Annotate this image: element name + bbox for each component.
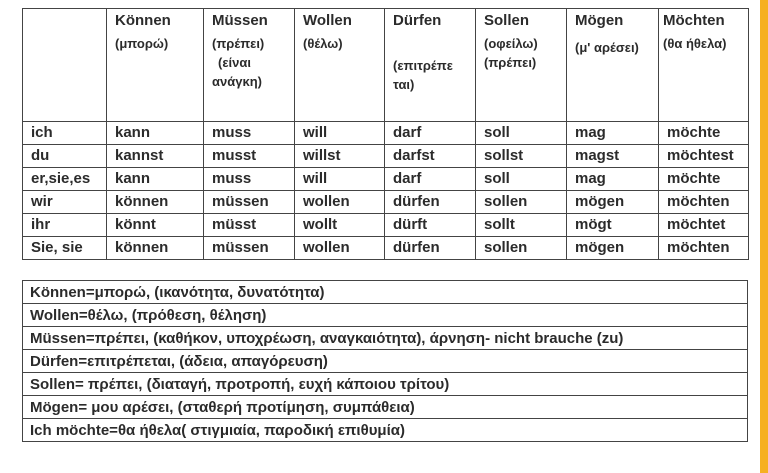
- form-cell: muss: [204, 168, 295, 191]
- form-cell: musst: [204, 145, 295, 168]
- table-row: [23, 304, 748, 327]
- form-cell: dürfen: [385, 237, 476, 260]
- table-row: [23, 168, 749, 191]
- header-cell-koennen: Können (μπορώ): [107, 9, 204, 122]
- form-cell: müssen: [204, 191, 295, 214]
- form-cell: möchte: [659, 122, 749, 145]
- header-cell-sollen: Sollen (οφείλω) (πρέπει): [476, 9, 567, 122]
- form-cell: sollt: [476, 214, 567, 237]
- conjugation-table: [22, 8, 749, 260]
- form-cell: können: [107, 191, 204, 214]
- definition-text: Mögen= μου αρέσει, (σταθερή προτίμηση, συμπάθεια): [23, 396, 748, 419]
- table-row: [23, 122, 749, 145]
- header-cell-wollen: Wollen (θέλω): [295, 9, 385, 122]
- form-cell: mögen: [567, 237, 659, 260]
- form-cell: will: [295, 168, 385, 191]
- form-cell: sollst: [476, 145, 567, 168]
- form-cell: mag: [567, 168, 659, 191]
- form-cell: mögen: [567, 191, 659, 214]
- pronoun-cell: wir: [23, 191, 107, 214]
- pronoun-cell: ich: [23, 122, 107, 145]
- form-cell: müsst: [204, 214, 295, 237]
- form-cell: darf: [385, 168, 476, 191]
- table-row: [23, 373, 748, 396]
- table-row: [23, 214, 749, 237]
- header-row: [23, 9, 749, 122]
- form-cell: wollen: [295, 191, 385, 214]
- form-cell: willst: [295, 145, 385, 168]
- form-cell: können: [107, 237, 204, 260]
- table-row: [23, 350, 748, 373]
- definition-text: Sollen= πρέπει, (διαταγή, προτροπή, ευχή κάποιου τρίτου): [23, 373, 748, 396]
- definition-text: Müssen=πρέπει, (καθήκον, υποχρέωση, αναγκαιότητα), άρνηση- nicht brauche (zu): [23, 327, 748, 350]
- definition-text: Dürfen=επιτρέπεται, (άδεια, απαγόρευση): [23, 350, 748, 373]
- form-cell: dürft: [385, 214, 476, 237]
- definition-text: Ich möchte=θα ήθελα( στιγμιαία, παροδική επιθυμία): [23, 419, 748, 442]
- form-cell: möchten: [659, 191, 749, 214]
- form-cell: soll: [476, 168, 567, 191]
- form-cell: wollen: [295, 237, 385, 260]
- form-cell: sollen: [476, 237, 567, 260]
- definitions-table: [22, 280, 748, 442]
- header-cell-duerfen: Dürfen (επιτρέπε ται): [385, 9, 476, 122]
- form-cell: magst: [567, 145, 659, 168]
- header-cell-muessen: Müssen (πρέπει) (είναι ανάγκη): [204, 9, 295, 122]
- form-cell: will: [295, 122, 385, 145]
- table-row: [23, 191, 749, 214]
- header-corner-cell: [23, 9, 107, 122]
- form-cell: kann: [107, 122, 204, 145]
- form-cell: könnt: [107, 214, 204, 237]
- pronoun-cell: Sie, sie: [23, 237, 107, 260]
- definition-text: Können=μπορώ, (ικανότητα, δυνατότητα): [23, 281, 748, 304]
- pronoun-cell: ihr: [23, 214, 107, 237]
- table-row: [23, 396, 748, 419]
- form-cell: möchten: [659, 237, 749, 260]
- form-cell: möchte: [659, 168, 749, 191]
- form-cell: möchtest: [659, 145, 749, 168]
- table-row: [23, 145, 749, 168]
- form-cell: sollen: [476, 191, 567, 214]
- header-cell-moechten: Möchten (θα ήθελα): [659, 9, 749, 122]
- form-cell: wollt: [295, 214, 385, 237]
- pronoun-cell: du: [23, 145, 107, 168]
- pronoun-cell: er,sie,es: [23, 168, 107, 191]
- form-cell: kannst: [107, 145, 204, 168]
- accent-bar: [760, 0, 768, 473]
- table-row: [23, 419, 748, 442]
- form-cell: möchtet: [659, 214, 749, 237]
- table-row: [23, 327, 748, 350]
- table-row: [23, 237, 749, 260]
- form-cell: kann: [107, 168, 204, 191]
- header-cell-moegen: Mögen (μ' αρέσει): [567, 9, 659, 122]
- definition-text: Wollen=θέλω, (πρόθεση, θέληση): [23, 304, 748, 327]
- form-cell: dürfen: [385, 191, 476, 214]
- form-cell: mag: [567, 122, 659, 145]
- table-row: [23, 281, 748, 304]
- form-cell: müssen: [204, 237, 295, 260]
- form-cell: muss: [204, 122, 295, 145]
- form-cell: soll: [476, 122, 567, 145]
- form-cell: darf: [385, 122, 476, 145]
- form-cell: mögt: [567, 214, 659, 237]
- form-cell: darfst: [385, 145, 476, 168]
